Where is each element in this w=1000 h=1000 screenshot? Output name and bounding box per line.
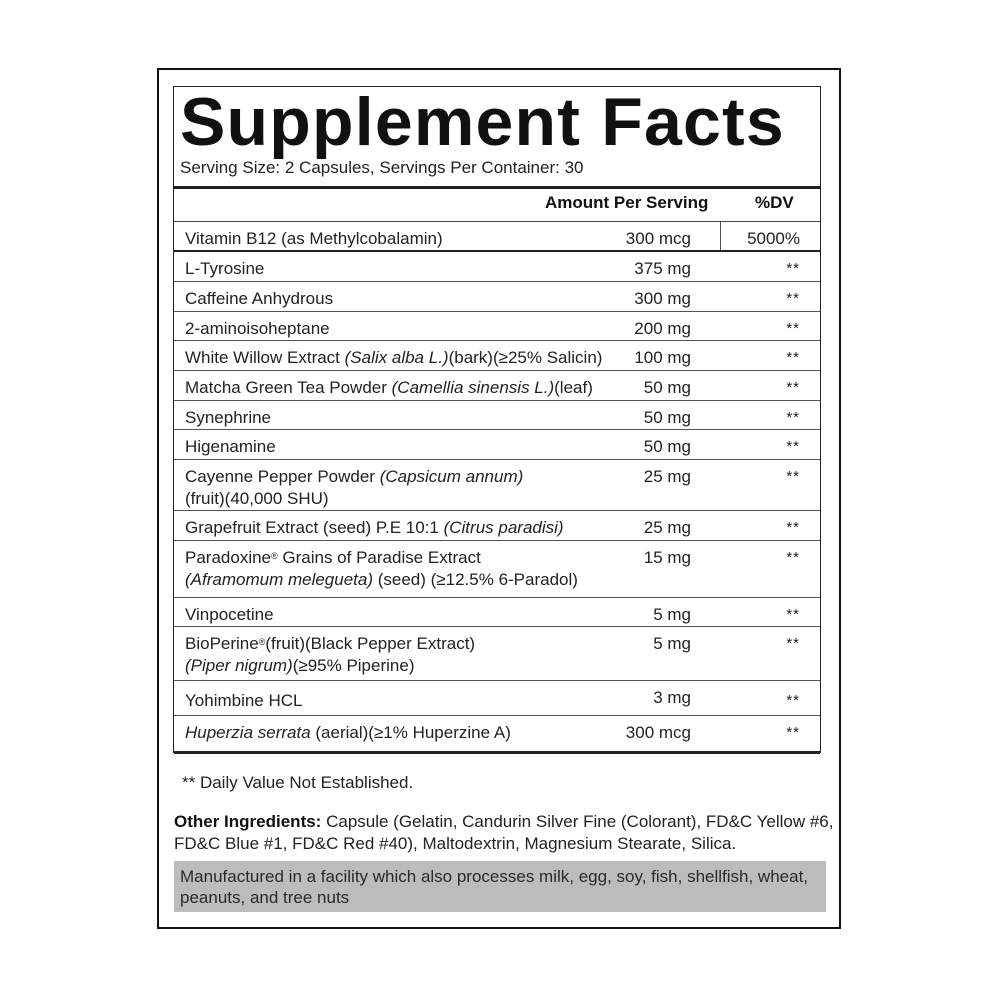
amount-per-serving-header: Amount Per Serving bbox=[545, 193, 709, 212]
ingredient-amount: 375 mg bbox=[634, 259, 691, 278]
table-row bbox=[174, 252, 820, 282]
ingredient-name: Huperzia serrata (aerial)(≥1% Huperzine A) bbox=[185, 723, 511, 742]
ingredient-amount: 25 mg bbox=[643, 467, 691, 486]
ingredient-name: Yohimbine HCL bbox=[185, 691, 303, 710]
header-rule bbox=[174, 186, 820, 189]
ingredient-amount: 50 mg bbox=[643, 437, 691, 456]
ingredient-amount: 5 mg bbox=[653, 605, 691, 624]
ingredient-amount: 100 mg bbox=[634, 348, 691, 367]
dv-header: %DV bbox=[755, 193, 794, 212]
ingredient-dv: ** bbox=[786, 549, 800, 566]
ingredient-dv: ** bbox=[786, 349, 800, 366]
table-row bbox=[174, 401, 820, 430]
ingredient-dv: 5000% bbox=[747, 229, 800, 248]
ingredient-name: Caffeine Anhydrous bbox=[185, 289, 334, 308]
table-row bbox=[174, 716, 820, 752]
ingredient-dv: ** bbox=[786, 379, 800, 396]
ingredient-amount: 25 mg bbox=[643, 518, 691, 537]
ingredient-amount: 50 mg bbox=[643, 408, 691, 427]
table-row bbox=[174, 282, 820, 312]
ingredient-dv: ** bbox=[786, 606, 800, 623]
ingredient-name: BioPerine®(fruit)(Black Pepper Extract) (Piper nigrum)(≥95% Piperine) bbox=[185, 634, 476, 675]
ingredient-name: Matcha Green Tea Powder (Camellia sinensis L.)(leaf) bbox=[185, 378, 593, 397]
ingredient-amount: 300 mcg bbox=[625, 229, 691, 248]
ingredient-amount: 15 mg bbox=[643, 548, 691, 567]
other-ingredients bbox=[174, 811, 834, 855]
ingredient-name: Vitamin B12 (as Methylcobalamin) bbox=[185, 229, 443, 248]
ingredient-dv: ** bbox=[786, 724, 800, 741]
table-row bbox=[174, 312, 820, 341]
table-row bbox=[174, 371, 820, 401]
table-row bbox=[174, 681, 820, 716]
ingredient-name: Synephrine bbox=[185, 408, 272, 427]
table-row bbox=[174, 598, 820, 627]
ingredient-dv: ** bbox=[786, 519, 800, 536]
serving-info: Serving Size: 2 Capsules, Servings Per Container: 30 bbox=[180, 158, 584, 177]
ingredient-amount: 200 mg bbox=[634, 319, 691, 338]
ingredient-dv: ** bbox=[786, 260, 800, 277]
ingredient-dv: ** bbox=[786, 692, 800, 709]
ingredient-dv: ** bbox=[786, 468, 800, 485]
ingredient-dv: ** bbox=[786, 438, 800, 455]
ingredient-name: Vinpocetine bbox=[185, 605, 274, 624]
table-row bbox=[174, 460, 820, 511]
ingredient-amount: 300 mg bbox=[634, 289, 691, 308]
ingredient-amount: 5 mg bbox=[653, 634, 691, 653]
table-row bbox=[174, 627, 820, 681]
ingredient-name: 2-aminoisoheptane bbox=[185, 319, 330, 338]
ingredient-dv: ** bbox=[786, 635, 800, 652]
facts-title: Supplement Facts bbox=[180, 84, 785, 160]
ingredient-name: Cayenne Pepper Powder (Capsicum annum) (fruit)(40,000 SHU) bbox=[185, 467, 524, 508]
table-row bbox=[174, 541, 820, 598]
ingredient-name: White Willow Extract (Salix alba L.)(bark)(≥25% Salicin) bbox=[185, 348, 603, 367]
ingredient-name: Grapefruit Extract (seed) P.E 10:1 (Citrus paradisi) bbox=[185, 518, 564, 537]
daily-value-footnote: ** Daily Value Not Established. bbox=[182, 773, 414, 792]
table-row bbox=[174, 222, 820, 252]
allergen-statement: Manufactured in a facility which also processes milk, egg, soy, fish, shellfish, wheat, peanuts, and tree nuts bbox=[174, 861, 826, 912]
ingredient-name: Higenamine bbox=[185, 437, 276, 456]
ingredient-name: L-Tyrosine bbox=[185, 259, 265, 278]
table-bottom-rule bbox=[174, 751, 820, 754]
table-row bbox=[174, 341, 820, 371]
table-row bbox=[174, 430, 820, 460]
ingredient-amount: 3 mg bbox=[653, 688, 691, 707]
ingredient-name: Paradoxine® Grains of Paradise Extract (Aframomum melegueta) (seed) (≥12.5% 6-Paradol) bbox=[185, 548, 578, 589]
ingredient-amount: 50 mg bbox=[643, 378, 691, 397]
ingredient-dv: ** bbox=[786, 320, 800, 337]
table-row bbox=[174, 511, 820, 541]
ingredient-amount: 300 mcg bbox=[625, 723, 691, 742]
ingredient-dv: ** bbox=[786, 409, 800, 426]
other-ingredients-text: Capsule (Gelatin, Candurin Silver Fine (Colorant), FD&C Yellow #6, FD&C Blue #1, FD&C Red #40), Maltodextrin, Magnesium Stearate, Silica. bbox=[174, 812, 834, 853]
other-ingredients-label: Other Ingredients: bbox=[174, 812, 322, 831]
ingredient-dv: ** bbox=[786, 290, 800, 307]
